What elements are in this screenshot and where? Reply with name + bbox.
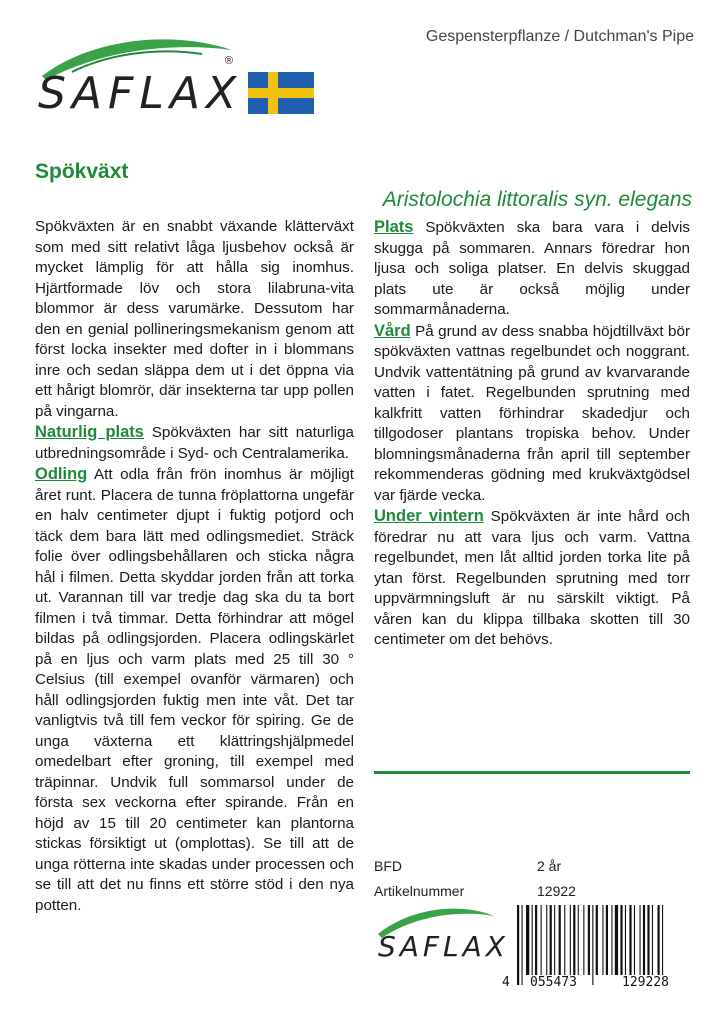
location-text: Spökväxten ska bara vara i delvis skugga på sommaren. Annars föredrar hon ljusa och soliga platser. En delvis skuggad plats ute är också möjlig under sommarmånaderna.: [374, 219, 690, 318]
common-name: Spökväxt: [35, 160, 129, 183]
winter-text: Spökväxten är inte hård och föredrar nu att vara ljus och varm. Vattna regelbundet, men låt alltid jorden torka lite på ytan först. Regelbunden sprutning med torr uppvärmningsluft är nu särskilt viktigt. På våren kan du klippa tillbaka skotten till 30 centimeter om det behövs.: [374, 508, 690, 648]
habitat-text: Spökväxten har sitt naturliga utbredningsområde i Syd- och Centralamerika.: [35, 424, 355, 462]
care-heading: Vård: [374, 321, 411, 340]
location-paragraph: [374, 217, 690, 321]
winter-heading: Under vintern: [374, 507, 484, 525]
barcode: [503, 905, 693, 985]
intro-paragraph: Spökväxten är en snabbt växande klätterväxt som med sitt relativt låga ljusbehov också är mycket lämplig för att hålla sig inomhus. Hjärtformade löv och stora lilabruna-vita blommor är dess varumärke. Dessutom har den en genial pollineringsmekanism genom att först locka insekter med dofter in i blommans inre och sedan släppa dem ut i det öppna via ett hårigt blomrör, där insekterna tar upp pollen på vingarna.: [35, 218, 354, 420]
bfd-value: 2 år: [537, 858, 562, 874]
article-number-value: 12922: [537, 883, 576, 899]
care-text: På grund av dess snabba höjdtillväxt bör spökväxten vattnas regelbundet och noggrant. Undvik vattentätning på grund av kvarvarande vatten i fatet. Regelbunden sprutning med kalkfritt vatten förhindrar skadedjur och tillgodoser plantans tropiska behov. Under blomningsmånaderna från april till september rekommenderas gödning med krukväxtgödsel var fjärde vecka.: [374, 322, 690, 504]
bfd-label: BFD: [374, 858, 402, 874]
barcode-group-right: 129228: [622, 975, 669, 990]
barcode-digit-first: 4: [502, 975, 510, 990]
barcode-group-left: 055473: [530, 975, 577, 990]
habitat-paragraph: [35, 422, 354, 464]
saflax-logo-text-small: SAFLAX: [378, 930, 509, 963]
location-heading: Plats: [374, 218, 414, 236]
winter-paragraph: [374, 506, 690, 651]
article-number-label: Artikelnummer: [374, 883, 465, 899]
saflax-logo-text: SAFLAX: [38, 68, 243, 119]
growing-paragraph: [35, 464, 354, 916]
divider-line: [374, 771, 690, 774]
right-column: [374, 217, 690, 651]
growing-heading: Odling: [35, 465, 88, 483]
swedish-flag-icon: [248, 72, 314, 114]
product-title-english: Gespensterpflanze / Dutchman's Pipe: [425, 28, 694, 45]
habitat-heading: Naturlig plats: [35, 423, 144, 441]
latin-name: Aristolochia littoralis syn. elegans: [382, 188, 692, 211]
left-column: [35, 217, 354, 916]
growing-text: Att odla från frön inomhus är möjligt året runt. Placera de tunna fröplattorna ungefär en halv centimeter djupt i fuktig potjord och täck dem bara lätt med odlingsmediet. Sträck folie över odlingsbehållaren och sticka några hål i filmen. Detta skyddar jorden från att torka ut. Varannan till var tredje dag ska du ta bort filmen i två timmar. Detta förhindrar att mögel bildas på odlingsjorden. Placera odlingskärlet på en ljus och varm plats med 25 till 30 ° Celsius (till exempel ovanför värmaren) och håll odlingsjorden fuktig men inte våt. Det tar vanligtvis två till fem veckor för spiring. Ge de unga växterna ett klättringshjälpmedel omedelbart efter groning, till exempel med träpinnar. Undvik full sommarsol under de första sex veckorna efter spirande. Från en höjd av 15 till 20 centimeter kan plantorna stickas försiktigt ut (omplottas). Se till att de unga rötterna inte skadas under processen och se till att det nu finns ett större stöd i den nya potten.: [35, 466, 354, 914]
registered-mark: ®: [225, 55, 234, 67]
care-paragraph: [374, 321, 690, 507]
